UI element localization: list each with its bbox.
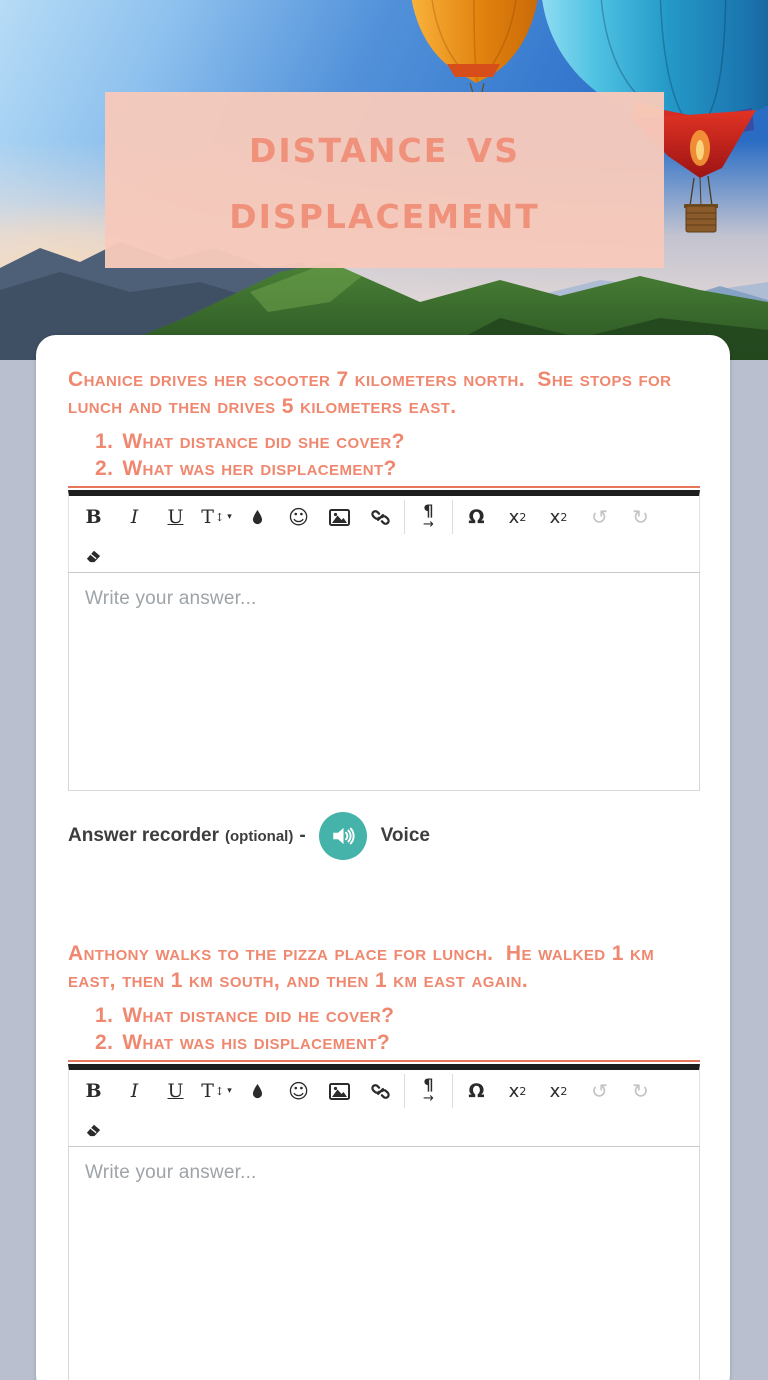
italic-button[interactable]: I [114,497,155,537]
subscript-base: x [508,506,520,528]
list-text: What was her displacement? [122,457,397,480]
bold-button[interactable]: B [73,1071,114,1111]
droplet-icon [250,508,265,527]
arrow-right-icon: → [423,1091,434,1106]
toolbar-row-2 [69,538,699,572]
insert-image-button[interactable] [319,497,360,537]
answer-input-1[interactable] [68,572,700,791]
superscript-base: x [549,1080,561,1102]
answer-input-2[interactable] [68,1146,700,1380]
toolbar-divider [404,1074,405,1108]
image-icon [329,1083,350,1100]
answer-editor-2 [68,1064,700,1380]
font-size-button[interactable] [196,497,237,537]
text-color-button[interactable] [237,497,278,537]
page-title-line1: distance vs [249,119,520,174]
header-image [0,0,768,360]
toolbar-divider [452,1074,453,1108]
list-item [68,1029,700,1056]
list-text: What was his displacement? [122,1031,391,1054]
record-voice-button[interactable] [319,812,367,860]
subscript-base: x [508,1080,520,1102]
list-item [68,428,700,455]
paragraph-style-button[interactable] [408,497,449,537]
text-color-button[interactable] [237,1071,278,1111]
superscript-digit: 2 [560,1084,568,1098]
special-characters-button[interactable]: Ω [456,497,497,537]
link-icon [371,1082,390,1101]
question-block-1 [68,366,700,488]
subscript-digit: 2 [519,510,527,524]
bold-button[interactable]: B [73,497,114,537]
smiley-icon: ☺ [288,505,309,529]
underline-button[interactable]: U [155,1071,196,1111]
undo-button[interactable]: ↺ [579,1071,620,1111]
subscript-button[interactable] [497,497,538,537]
toolbar-divider [404,500,405,534]
toolbar-row-2 [69,1112,699,1146]
smiley-icon: ☺ [288,1079,309,1103]
image-icon [329,509,350,526]
undo-button[interactable]: ↺ [579,497,620,537]
font-size-letter: T [201,506,214,528]
droplet-icon [250,1082,265,1101]
toolbar-row-1 [69,496,699,538]
list-number: 1. [95,430,114,453]
insert-link-button[interactable] [360,497,401,537]
special-characters-button[interactable]: Ω [456,1071,497,1111]
font-size-arrows-icon: ↕ [214,510,225,524]
emoji-button[interactable] [278,497,319,537]
worksheet-title-banner [105,92,664,268]
answer-placeholder: Write your answer... [85,1162,257,1183]
redo-button[interactable]: ↻ [620,497,661,537]
list-number: 2. [95,457,114,480]
chevron-down-icon: ▾ [227,1086,232,1096]
recorder-optional-label: (optional) [225,827,294,845]
emoji-button[interactable] [278,1071,319,1111]
font-size-arrows-icon: ↕ [214,1084,225,1098]
superscript-button[interactable] [538,1071,579,1111]
list-item [68,1002,700,1029]
arrow-right-icon: → [423,517,434,532]
list-number: 1. [95,1004,114,1027]
font-size-button[interactable] [196,1071,237,1111]
subscript-button[interactable] [497,1071,538,1111]
superscript-digit: 2 [560,510,568,524]
worksheet-card [36,335,730,1380]
question-block-2 [68,940,700,1062]
superscript-base: x [549,506,561,528]
eraser-icon [84,1121,103,1138]
list-text: What distance did she cover? [122,430,405,453]
pilcrow-icon: ¶ [423,1075,434,1094]
answer-editor-1 [68,490,700,791]
question-1-list [68,428,700,482]
insert-link-button[interactable] [360,1071,401,1111]
rich-text-toolbar [68,490,700,573]
list-number: 2. [95,1031,114,1054]
page-title-line2: displacement [229,185,540,240]
question-2-list [68,1002,700,1056]
rich-text-toolbar [68,1064,700,1147]
italic-button[interactable]: I [114,1071,155,1111]
link-icon [371,508,390,527]
underline-button[interactable]: U [155,497,196,537]
answer-recorder [68,812,700,860]
toolbar-divider [452,500,453,534]
font-size-letter: T [201,1080,214,1102]
answer-placeholder: Write your answer... [85,588,257,609]
clear-formatting-button[interactable] [73,1109,114,1149]
paragraph-style-button[interactable] [408,1071,449,1111]
superscript-button[interactable] [538,497,579,537]
redo-button[interactable]: ↻ [620,1071,661,1111]
question-1-prompt: Chanice drives her scooter 7 kilometers north. She stops for lunch and then drives 5 kilometers east. [68,368,678,418]
speaker-icon [330,823,356,849]
eraser-icon [84,547,103,564]
question-2-prompt: Anthony walks to the pizza place for lunch. He walked 1 km east, then 1 km south, and then 1 km east again. [68,942,661,992]
recorder-separator: - [299,825,306,846]
voice-label: Voice [380,825,430,846]
toolbar-row-1 [69,1070,699,1112]
insert-image-button[interactable] [319,1071,360,1111]
recorder-label: Answer recorder [68,825,220,846]
list-item [68,455,700,482]
pilcrow-icon: ¶ [423,501,434,520]
subscript-digit: 2 [519,1084,527,1098]
chevron-down-icon: ▾ [227,512,232,522]
list-text: What distance did he cover? [122,1004,395,1027]
clear-formatting-button[interactable] [73,535,114,575]
